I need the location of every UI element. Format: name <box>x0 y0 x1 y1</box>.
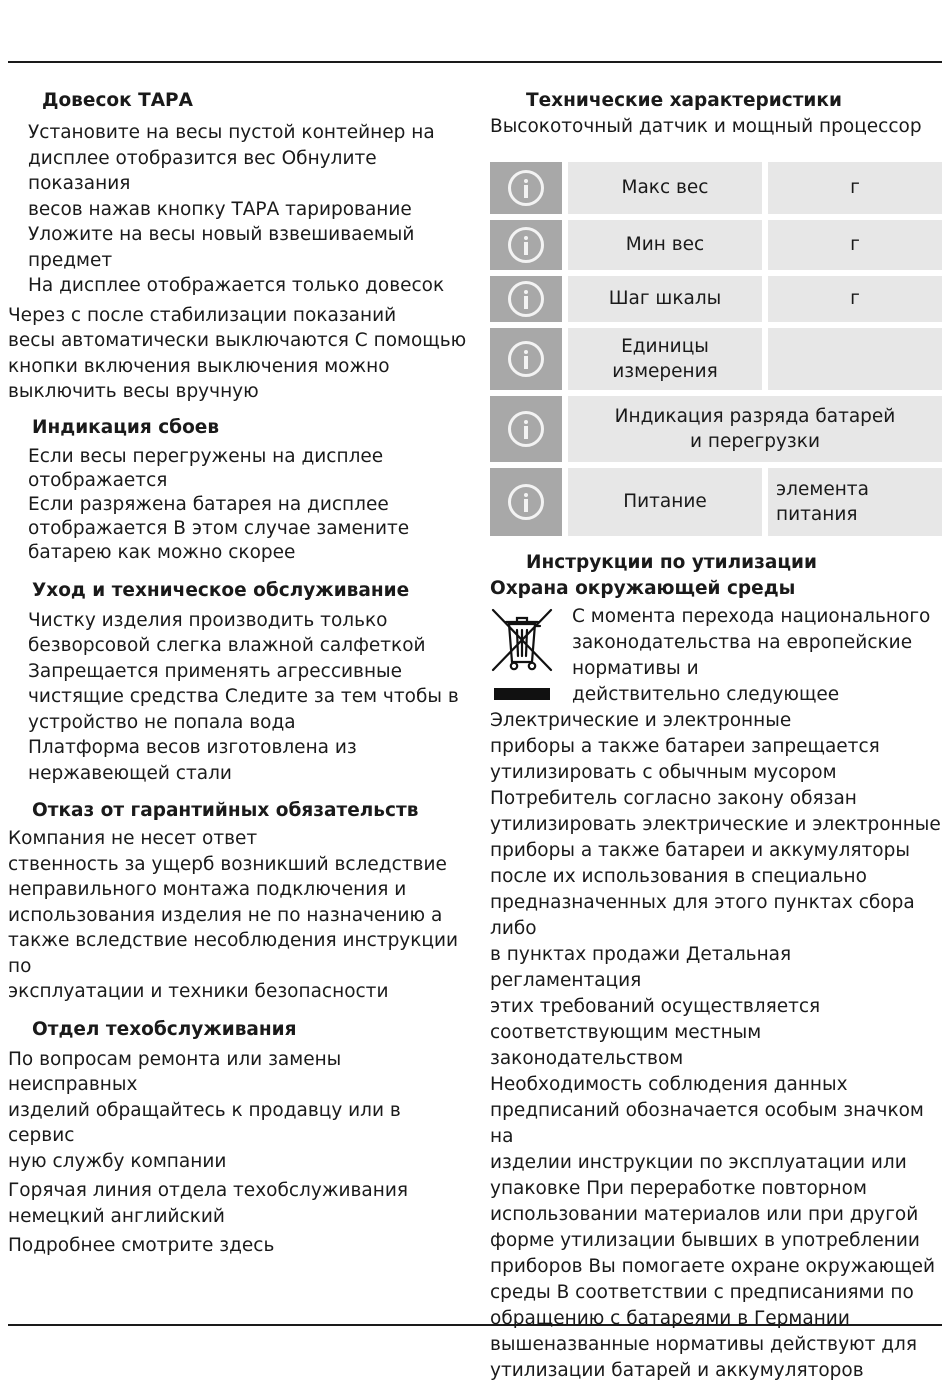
errors-heading: Индикация сбоев <box>32 416 220 438</box>
spec-label: Индикация разряда батарей и перегрузки <box>568 396 942 462</box>
spec-value: г <box>768 162 942 214</box>
spec-icon-cell <box>490 220 562 270</box>
spec-value: элемента питания <box>768 468 942 536</box>
info-icon <box>508 341 544 377</box>
spec-value <box>768 328 942 390</box>
spec-row-scale-step <box>490 276 942 322</box>
info-icon <box>508 411 544 447</box>
spec-row-indication <box>490 396 942 462</box>
disposal-heading: Инструкции по утилизации <box>526 551 817 573</box>
spec-label: Мин вес <box>568 220 762 270</box>
right-column <box>490 88 942 1384</box>
spec-value: г <box>768 276 942 322</box>
spec-icon-cell <box>490 162 562 214</box>
disposal-text: приборы а также батареи запрещается утилизировать с обычным мусором Потребитель согласно закону обязан утилизировать электрические и электронные приборы а также батареи и аккумуляторы после их использования в специально предназначенных для этого пунктах сбора либо в пунктах продажи Детальная регламентация этих требований осуществляется соответствующим местным законодательством Необходимость соблюдения данных предписаний обозначается особым значком на изделии инструкции по эксплуатации или упаковке При переработке повторном использовании материалов или при другой форме утилизации бывших в употреблении приборов Вы помогаете охране окружающей среды В соответствии с предписаниями по обращению с батареями в Германии вышеназванные нормативы действуют для утилизации батарей и аккумуляторов <box>490 735 941 1381</box>
spec-icon-cell <box>490 396 562 462</box>
care-text: Чистку изделия производить только безворсовой слегка влажной салфеткой Запрещается применять агрессивные чистящие средства Следите за тем чтобы в устройство не попала вода Платформа весов изготовлена из нержавеющей стали <box>28 609 459 784</box>
service-heading: Отдел техобслуживания <box>32 1018 297 1040</box>
left-column <box>8 88 470 1259</box>
care-heading: Уход и техническое обслуживание <box>32 579 410 601</box>
info-icon <box>508 227 544 263</box>
top-rule <box>8 61 942 63</box>
specs-heading: Технические характеристики <box>526 90 842 111</box>
warranty-heading: Отказ от гарантийных обязательств <box>32 800 419 822</box>
spec-label: Макс вес <box>568 162 762 214</box>
hotline-text: Горячая линия отдела техобслуживания немецкий английский <box>8 1180 408 1227</box>
auto-off-text: Через с после стабилизации показаний весы автоматически выключаются С помощью кнопки включения выключения можно выключить весы вручную <box>8 304 467 402</box>
spec-label: Шаг шкалы <box>568 276 762 322</box>
disposal-text-intro: С момента перехода национального законодательства на европейские нормативы и действительно следующее Электрические и электронные <box>490 605 931 731</box>
spec-row-min-weight <box>490 220 942 270</box>
tara-heading: Довесок ТАРА <box>42 90 193 111</box>
service-text: По вопросам ремонта или замены неисправных изделий обращайтесь к продавцу или в сервис ную службу компании <box>8 1048 401 1172</box>
specs-table <box>484 156 948 542</box>
tara-text: Установите на весы пустой контейнер на дисплее отобразится вес Обнулите показания весов нажав кнопку ТАРА тарирование Уложите на весы новый взвешиваемый предмет На дисплее отображается только довесок <box>28 122 445 296</box>
crossed-out-wheelie-bin-icon <box>490 604 560 704</box>
environment-heading: Охрана окружающей среды <box>490 577 796 599</box>
spec-row-power <box>490 468 942 536</box>
info-icon <box>508 170 544 206</box>
wheelie-bin-graphic <box>490 604 554 686</box>
disposal-block <box>490 604 942 1384</box>
errors-text: Если весы перегружены на дисплее отображается Если разряжена батарея на дисплее отображается В этом случае замените батарею как можно скорее <box>28 445 410 564</box>
info-icon <box>508 484 544 520</box>
spec-icon-cell <box>490 276 562 322</box>
spec-icon-cell <box>490 468 562 536</box>
spec-label: Питание <box>568 468 762 536</box>
warranty-text: Компания не несет ответ ственность за ущерб возникший вследствие неправильного монтажа подключения и использования изделия не по назначению а также вследствие несоблюдения инструкции по эксплуатации и техники безопасности <box>8 828 459 1003</box>
spec-value: г <box>768 220 942 270</box>
spec-label: Единицы измерения <box>568 328 762 390</box>
spec-row-units <box>490 328 942 390</box>
spec-row-max-weight <box>490 162 942 214</box>
weee-black-bar <box>494 688 550 700</box>
more-text: Подробнее смотрите здесь <box>8 1235 275 1257</box>
spec-icon-cell <box>490 328 562 390</box>
info-icon <box>508 281 544 317</box>
specs-intro: Высокоточный датчик и мощный процессор <box>490 116 922 137</box>
